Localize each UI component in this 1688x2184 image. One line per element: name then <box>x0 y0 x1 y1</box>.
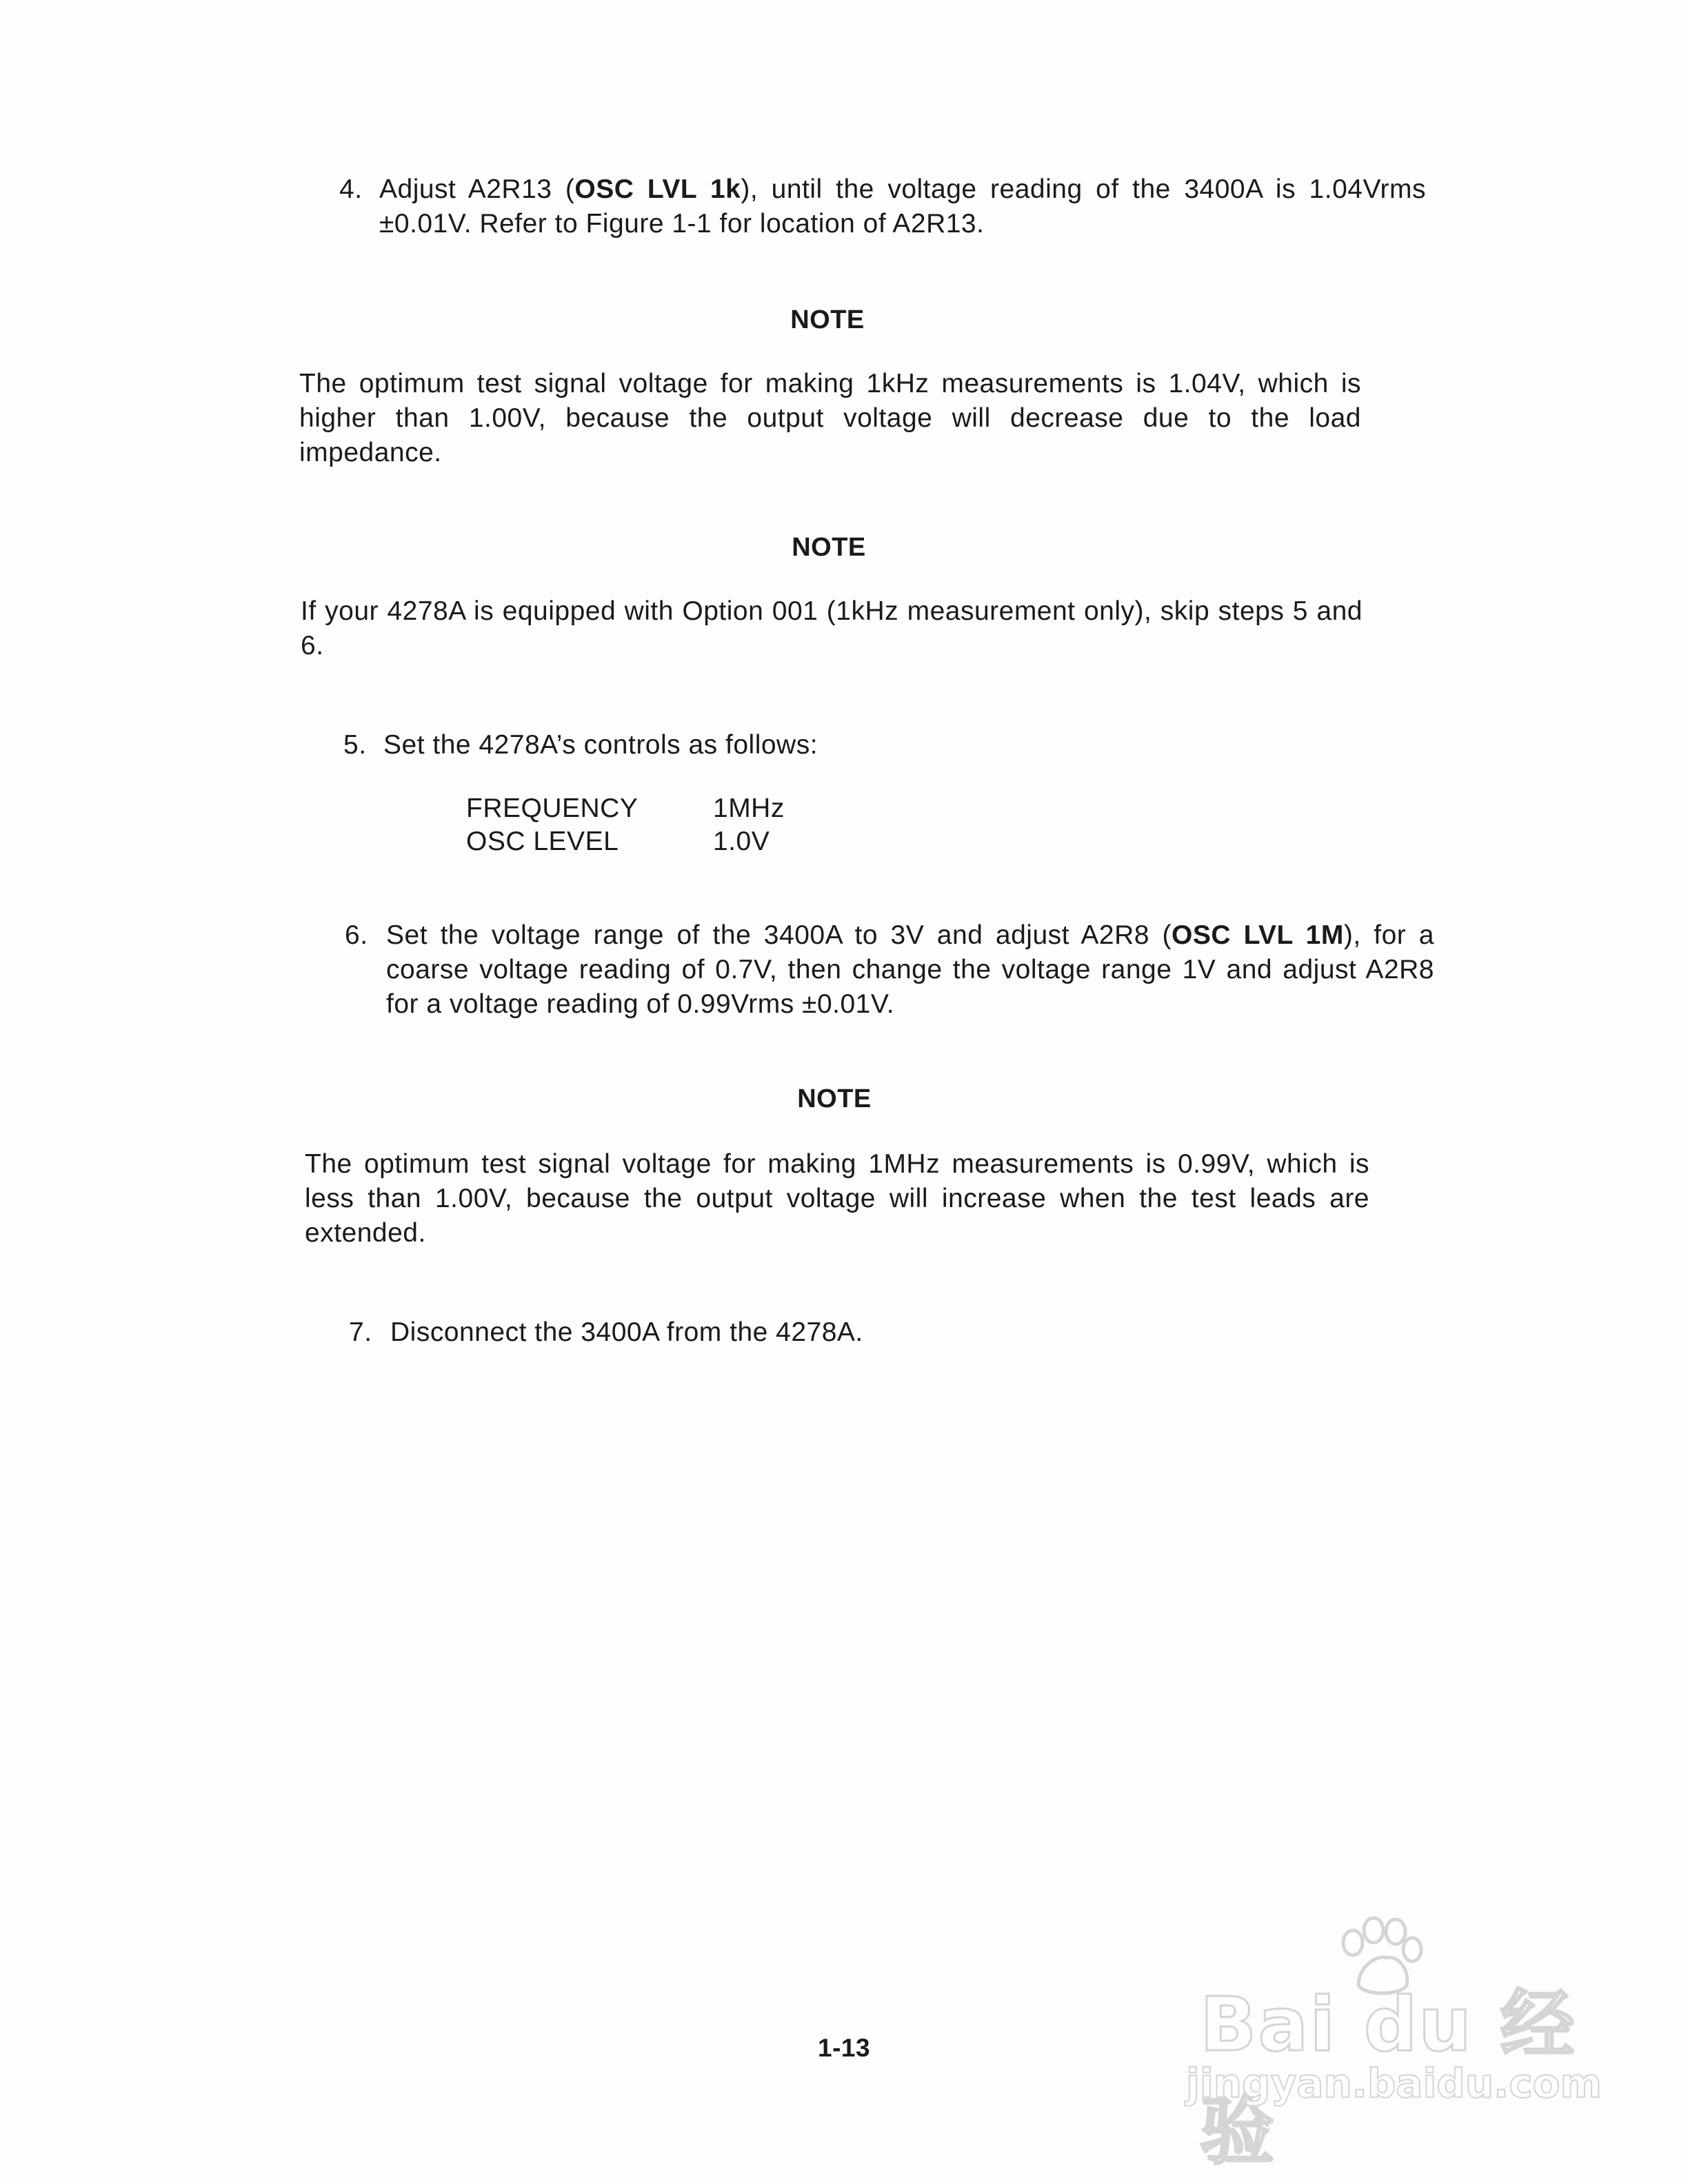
step-5-text: Set the 4278A’s controls as follows: <box>383 730 818 760</box>
step-6-number: 6. <box>345 920 368 950</box>
step-4-text-before: Adjust A2R13 ( <box>379 174 575 204</box>
step-4-text-after: ), until the voltage reading of the 3400A is 1.04Vrms ±0.01V. Refer to Figure 1-1 for location of A2R13. <box>379 174 1426 239</box>
note-2-text: If your 4278A is equipped with Option 001 (1kHz measurement only), skip steps 5 and 6. <box>301 596 1363 660</box>
note-3-text: The optimum test signal voltage for making 1MHz measurements is 0.99V, which is less than 1.00V, because the output voltage will increase when the test leads are extended. <box>305 1149 1369 1248</box>
baidu-jingyan-watermark <box>1186 1917 1602 2175</box>
step-5-number: 5. <box>343 730 367 760</box>
note-1-text: The optimum test signal voltage for making 1kHz measurements is 1.04V, which is higher than 1.00V, because the output voltage will decrease due to the load impedance. <box>299 369 1361 467</box>
control-row <box>466 792 785 825</box>
step-4 <box>339 172 1426 241</box>
page-number: 1-13 <box>818 2034 871 2062</box>
step-4-bold-control: OSC LVL 1k <box>574 174 741 204</box>
step-5 <box>343 728 1419 762</box>
control-row <box>466 825 785 858</box>
control-settings-table <box>466 792 785 858</box>
control-name: OSC LEVEL <box>466 827 619 856</box>
step-7-text: Disconnect the 3400A from the 4278A. <box>390 1317 863 1347</box>
note-3-heading: NOTE <box>797 1084 872 1113</box>
control-name: FREQUENCY <box>466 793 639 823</box>
step-7 <box>349 1315 1425 1350</box>
note-2-heading: NOTE <box>792 533 866 562</box>
watermark-url: jingyan.baidu.com <box>1186 2060 1602 2107</box>
step-7-number: 7. <box>349 1317 372 1347</box>
step-6-text-after: ), for a coarse voltage reading of 0.7V, then change the voltage range 1V and adjust A2R8 for a voltage reading of 0.99Vrms ±0.01V. <box>386 920 1434 1019</box>
control-value: 1.0V <box>713 827 770 856</box>
step-6 <box>345 918 1434 1022</box>
watermark-main-text: Bai du 经验 <box>1200 1982 1576 2175</box>
note-1-heading: NOTE <box>790 305 865 334</box>
step-6-text-before: Set the voltage range of the 3400A to 3V and adjust A2R8 ( <box>386 920 1172 950</box>
control-value: 1MHz <box>713 793 785 823</box>
step-6-bold-control: OSC LVL 1M <box>1172 920 1344 950</box>
step-4-number: 4. <box>339 174 363 204</box>
